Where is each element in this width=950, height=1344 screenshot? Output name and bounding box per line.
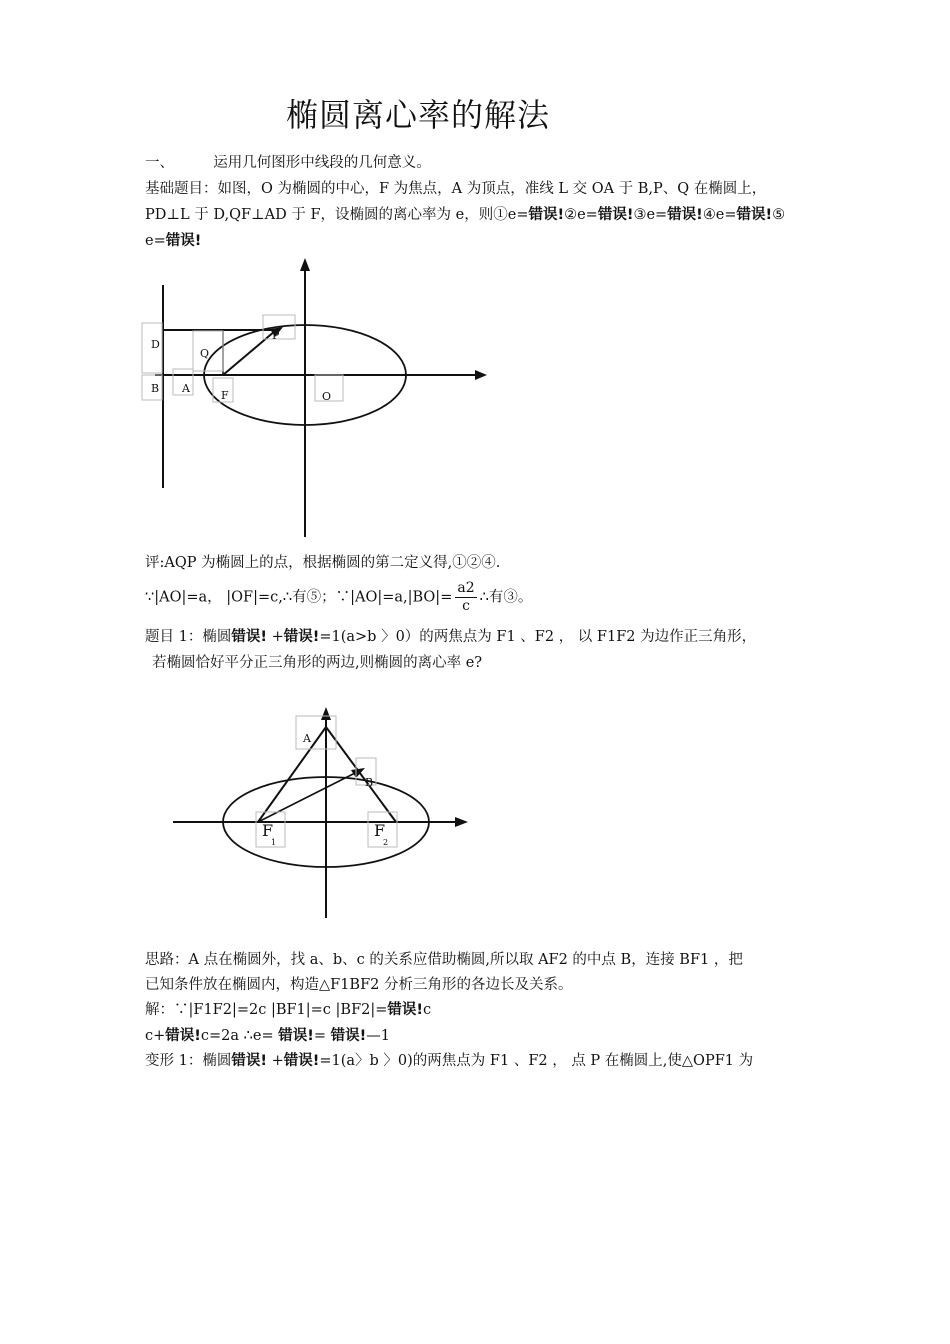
text-fragment: ∵|AO|=a， |OF|=c,∴有⑤；∵|AO|=a,|BO|= bbox=[145, 589, 453, 606]
label-d: D bbox=[151, 338, 160, 351]
error-mark: 错误! bbox=[231, 629, 267, 645]
y-axis-arrow bbox=[300, 258, 310, 271]
variant-1-line bbox=[145, 1051, 753, 1071]
basic-problem-line-3 bbox=[145, 231, 201, 251]
error-mark: 错误! bbox=[231, 1053, 267, 1069]
text-fragment: ②e= bbox=[564, 207, 598, 223]
error-mark: 错误! bbox=[667, 207, 703, 223]
text-fragment: ∴有③。 bbox=[479, 589, 533, 606]
basic-problem-line-1: 基础题目：如图，O 为椭圆的中心，F 为焦点，A 为顶点，准线 L 交 OA 于 B,P、Q 在椭圆上， bbox=[145, 181, 767, 197]
solution-line-1 bbox=[145, 1000, 431, 1020]
text-fragment: PD⊥L 于 D,QF⊥AD 于 F，设椭圆的离心率为 e，则①e= bbox=[145, 207, 529, 223]
text-fragment: 变形 1：椭圆 bbox=[145, 1053, 232, 1069]
text-fragment: ③e= bbox=[633, 207, 668, 223]
error-mark: 错误! bbox=[597, 207, 634, 223]
label-a: A bbox=[303, 732, 311, 745]
text-fragment: = bbox=[313, 1028, 331, 1044]
question-1-line-1 bbox=[145, 627, 756, 647]
text-fragment: —1 bbox=[366, 1028, 390, 1044]
text-fragment: e= bbox=[145, 233, 166, 249]
triangle-side-f1a bbox=[258, 727, 326, 822]
fraction-a2-over-c bbox=[455, 580, 476, 615]
section-heading bbox=[145, 153, 431, 173]
label-f2: F bbox=[374, 821, 386, 840]
comment-line-1: 评:AQP 为椭圆上的点，根据椭圆的第二定义得,①②④. bbox=[145, 555, 501, 571]
error-mark: 错误! bbox=[387, 1002, 424, 1018]
solution-line-2 bbox=[145, 1026, 390, 1046]
label-o: O bbox=[322, 390, 332, 403]
segment-fp bbox=[223, 331, 275, 375]
text-fragment: =1(a〉b 〉0)的两焦点为 F1 、F2 ， 点 P 在椭圆上,使△OPF1 为 bbox=[319, 1053, 754, 1069]
label-b: B bbox=[365, 776, 374, 789]
text-fragment: ⑤ bbox=[772, 207, 786, 223]
error-mark: 错误! bbox=[528, 207, 565, 223]
idea-line-2: 已知条件放在椭圆内，构造△F1BF2 分析三角形的各边长及关系。 bbox=[145, 977, 573, 993]
error-mark: 错误! bbox=[278, 1028, 314, 1044]
error-mark: 错误! bbox=[736, 207, 773, 223]
basic-problem-line-2 bbox=[145, 205, 785, 225]
ellipse-triangle-figure bbox=[165, 705, 485, 925]
label-q: Q bbox=[200, 347, 210, 360]
label-f2-subscript: 2 bbox=[383, 838, 389, 847]
idea-line-1: 思路：A 点在椭圆外，找 a、b、c 的关系应借助椭圆,所以取 AF2 的中点 B，连接 BF1 ，把 bbox=[145, 952, 743, 968]
text-fragment: + bbox=[266, 1053, 284, 1069]
x-axis-arrow bbox=[455, 817, 468, 827]
label-b: B bbox=[151, 382, 160, 395]
text-fragment: ④e= bbox=[702, 207, 737, 223]
text-fragment: + bbox=[266, 629, 284, 645]
y-axis-arrow bbox=[321, 707, 331, 720]
text-fragment: 解：∵|F1F2|=2c |BF1|=c |BF2|= bbox=[145, 1002, 388, 1018]
comment-line-2 bbox=[145, 580, 532, 615]
text-fragment: 题目 1：椭圆 bbox=[145, 629, 232, 645]
text-fragment: c bbox=[423, 1002, 432, 1018]
section-number: 一、 bbox=[145, 155, 174, 171]
fraction-numerator: a2 bbox=[457, 580, 475, 596]
label-f1-subscript: 1 bbox=[271, 838, 277, 847]
x-axis-arrow bbox=[475, 370, 487, 380]
error-mark: 错误! bbox=[283, 629, 320, 645]
label-f1: F bbox=[262, 821, 274, 840]
page-title: 椭圆离心率的解法 bbox=[286, 96, 551, 134]
question-1-line-2: 若椭圆恰好平分正三角形的两边,则椭圆的离心率 e? bbox=[152, 655, 483, 671]
fraction-denominator: c bbox=[462, 598, 470, 614]
error-mark: 错误! bbox=[165, 1028, 201, 1044]
section-title: 运用几何图形中线段的几何意义。 bbox=[213, 155, 431, 171]
label-a: A bbox=[182, 382, 190, 395]
error-mark: 错误! bbox=[283, 1053, 320, 1069]
text-fragment: c+ bbox=[145, 1028, 166, 1044]
error-mark: 错误! bbox=[165, 233, 202, 249]
label-f: F bbox=[221, 389, 229, 402]
error-mark: 错误! bbox=[330, 1028, 367, 1044]
ellipse-directrix-figure bbox=[135, 255, 495, 540]
text-fragment: =1(a>b 〉0）的两焦点为 F1 、F2 ， 以 F1F2 为边作正三角形， bbox=[319, 629, 757, 645]
text-fragment: c=2a ∴e= bbox=[200, 1028, 279, 1044]
label-p: P bbox=[272, 329, 280, 342]
